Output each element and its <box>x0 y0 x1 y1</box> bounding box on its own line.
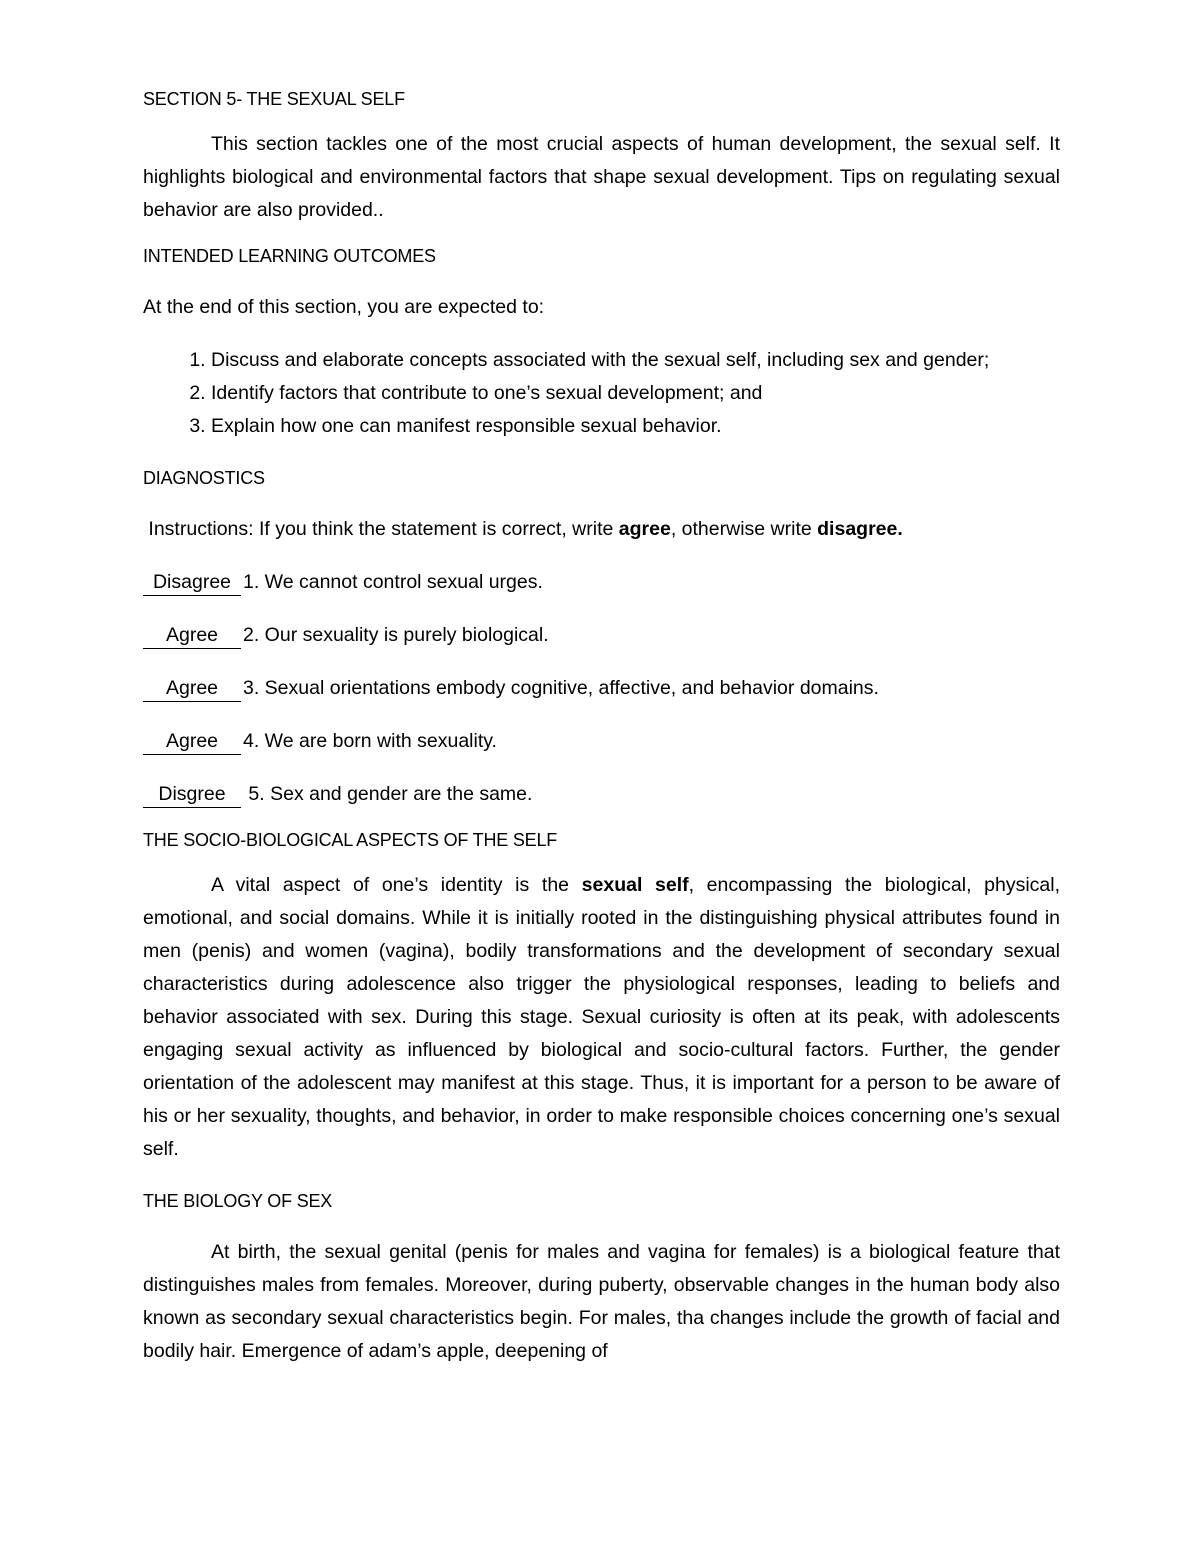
diagnostic-item-2 <box>143 619 1060 652</box>
section-title: SECTION 5- THE SEXUAL SELF <box>143 89 405 109</box>
answer-blank-3: Agree <box>143 675 241 702</box>
statement-1: 1. We cannot control sexual urges. <box>243 571 543 593</box>
diagnostic-item-1 <box>143 566 1060 599</box>
outcome-item: 3. Explain how one can manifest responsible sexual behavior. <box>211 410 1060 443</box>
intro-paragraph: This section tackles one of the most crucial aspects of human development, the sexual self. It highlights biological and environmental factors that shape sexual development. Tips on regulating sexual behavior are also provided.. <box>143 133 1060 221</box>
outcome-item: 1. Discuss and elaborate concepts associated with the sexual self, including sex and gender; <box>211 344 1060 377</box>
statement-4: 4. We are born with sexuality. <box>243 730 497 752</box>
socio-heading: THE SOCIO-BIOLOGICAL ASPECTS OF THE SELF <box>143 830 558 850</box>
biology-heading: THE BIOLOGY OF SEX <box>143 1191 333 1211</box>
outcomes-heading: INTENDED LEARNING OUTCOMES <box>143 246 436 266</box>
outcomes-list <box>143 344 1060 443</box>
diagnostic-item-4 <box>143 725 1060 758</box>
answer-blank-4: Agree <box>143 728 241 755</box>
diagnostics-instructions <box>143 513 1060 546</box>
outcomes-lead: At the end of this section, you are expected to: <box>143 296 545 318</box>
answer-blank-2: Agree <box>143 622 241 649</box>
answer-blank-1: Disagree <box>143 569 241 596</box>
statement-5: 5. Sex and gender are the same. <box>243 783 533 805</box>
statement-3: 3. Sexual orientations embody cognitive, affective, and behavior domains. <box>243 677 879 699</box>
diagnostics-heading: DIAGNOSTICS <box>143 468 265 488</box>
diagnostic-item-5 <box>143 778 1060 811</box>
outcome-item: 2. Identify factors that contribute to one’s sexual development; and <box>211 377 1060 410</box>
statement-2: 2. Our sexuality is purely biological. <box>243 624 549 646</box>
socio-bold-term: sexual self <box>581 874 689 896</box>
answer-blank-5: Disgree <box>143 781 241 808</box>
socio-paragraph <box>143 869 1060 1166</box>
instructions-prefix: Instructions: If you think the statement is correct, write <box>148 518 619 540</box>
socio-text-after: , encompassing the biological, physical, emotional, and social domains. While it is initially rooted in the distinguishing physical attributes found in men (penis) and women (vagina), bodily transformations and the development of secondary sexual characteristics during adolescence also trigger the physiological responses, leading to beliefs and behavior associated with sex. During this stage. Sexual curiosity is often at its peak, with adolescents engaging sexual activity as influenced by biological and socio-cultural factors. Further, the gender orientation of the adolescent may manifest at this stage. Thus, it is important for a person to be aware of his or her sexuality, thoughts, and behavior, in order to make responsible choices concerning one’s sexual self. <box>143 874 1061 1160</box>
instructions-disagree: disagree. <box>817 518 903 540</box>
socio-text-before: A vital aspect of one’s identity is the <box>211 874 582 896</box>
document-content <box>143 84 1060 1368</box>
instructions-middle: , otherwise write <box>670 518 818 540</box>
instructions-agree: agree <box>618 518 671 540</box>
biology-paragraph: At birth, the sexual genital (penis for males and vagina for females) is a biological feature that distinguishes males from females. Moreover, during puberty, observable changes in the human body also known as secondary sexual characteristics begin. For males, tha changes include the growth of facial and bodily hair. Emergence of adam’s apple, deepening of <box>143 1241 1060 1362</box>
diagnostic-item-3 <box>143 672 1060 705</box>
